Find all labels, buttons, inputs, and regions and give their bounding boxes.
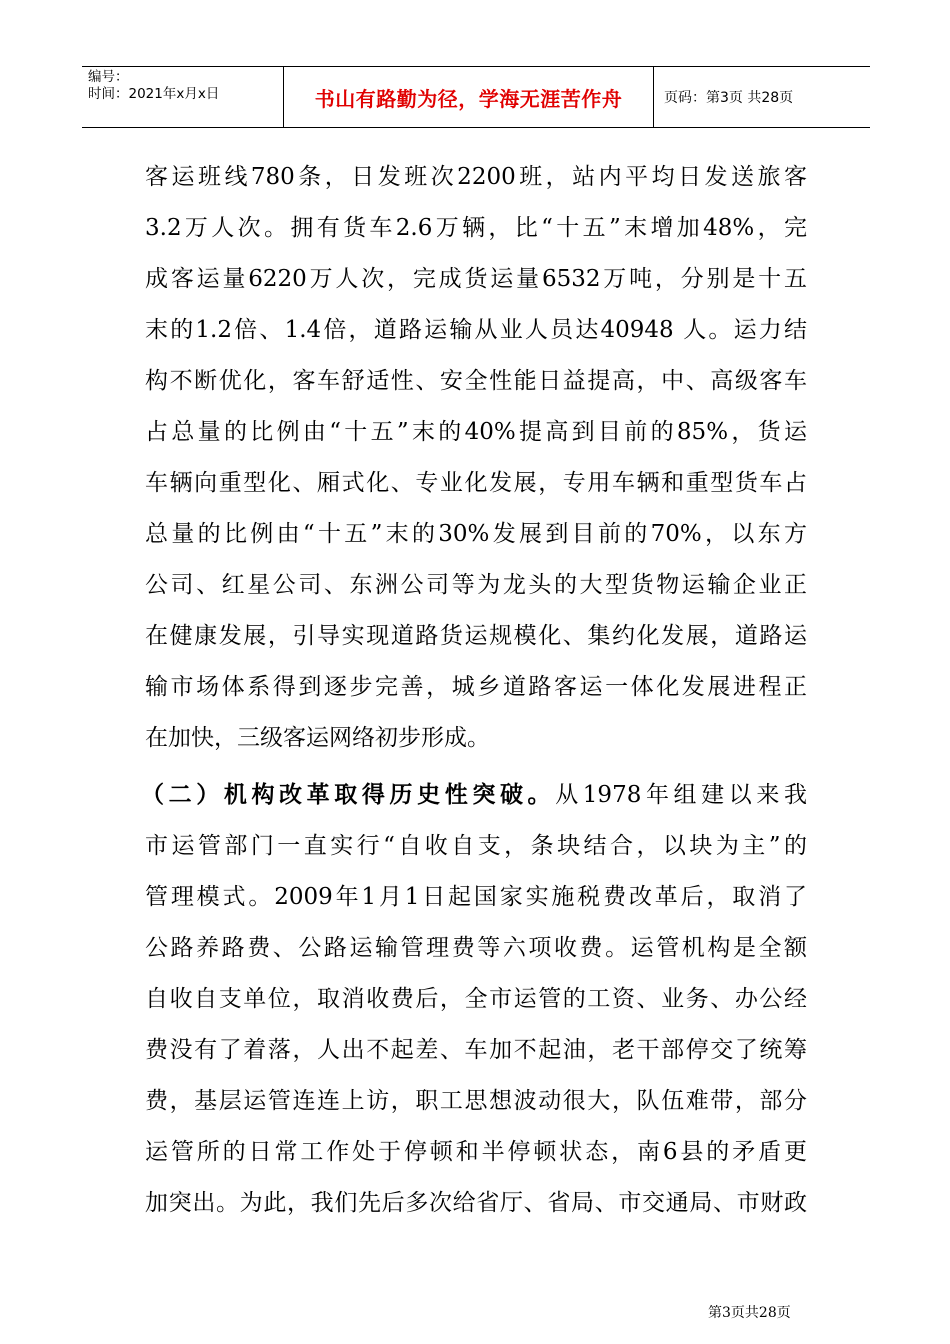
paragraph-line: 管理模式。2009年1月1日起国家实施税费改革后，取消了 — [145, 884, 807, 910]
paragraph-line: 3.2万人次。拥有货车2.6万辆，比“十五”末增加48%，完 — [145, 215, 807, 241]
paragraph-line: 在加快，三级客运网络初步形成。 — [145, 725, 490, 751]
section-first-line-rest: 从1978年组建以来我 — [555, 782, 808, 808]
paragraph-line: 自收自支单位，取消收费后，全市运管的工资、业务、办公经 — [145, 986, 807, 1012]
paragraph-line: 公路养路费、公路运输管理费等六项收费。运管机构是全额 — [145, 935, 807, 961]
paragraph-line: 成客运量6220万人次，完成货运量6532万吨，分别是十五 — [145, 266, 807, 292]
header-motto: 书山有路勤为径，学海无涯苦作舟 — [284, 67, 654, 127]
page-header — [82, 66, 870, 128]
paragraph-line: 客运班线780条，日发班次2200班，站内平均日发送旅客 — [145, 164, 807, 190]
section-first-line — [141, 770, 807, 821]
document-number-label: 编号： — [88, 69, 129, 85]
paragraph-line: 加突出。为此，我们先后多次给省厅、省局、市交通局、市财政 — [145, 1190, 807, 1216]
paragraph-line: 市运管部门一直实行“自收自支，条块结合，以块为主”的 — [145, 833, 807, 859]
paragraph-line: 输市场体系得到逐步完善，城乡道路客运一体化发展进程正 — [145, 674, 807, 700]
page-footer: 第3页共28页 — [708, 1305, 791, 1321]
paragraph-line: 车辆向重型化、厢式化、专业化发展，专用车辆和重型货车占 — [145, 470, 807, 496]
header-meta-cell — [82, 67, 284, 127]
paragraph-line: 费没有了着落，人出不起差、车加不起油，老干部停交了统筹 — [145, 1037, 807, 1063]
paragraph-line: 构不断优化，客车舒适性、安全性能日益提高，中、高级客车 — [145, 368, 807, 394]
paragraph-line: 公司、红星公司、东洲公司等为龙头的大型货物运输企业正 — [145, 572, 807, 598]
paragraph-line: 运管所的日常工作处于停顿和半停顿状态，南6县的矛盾更 — [145, 1139, 807, 1165]
header-page-code: 页码：第3页 共28页 — [664, 90, 794, 106]
body-text — [141, 152, 808, 1229]
paragraph-line: 末的1.2倍、1.4倍，道路运输从业人员达40948 人。运力结 — [145, 317, 807, 343]
document-time-label: 时间：2021年x月x日 — [88, 86, 220, 102]
paragraph-line: 总量的比例由“十五”末的30%发展到目前的70%，以东方 — [145, 521, 807, 547]
paragraph-line: 费，基层运管连连上访，职工思想波动很大，队伍难带，部分 — [145, 1088, 807, 1114]
paragraph-line: 占总量的比例由“十五”末的40%提高到目前的85%，货运 — [145, 419, 807, 445]
paragraph-line: 在健康发展，引导实现道路货运规模化、集约化发展，道路运 — [145, 623, 807, 649]
section-heading: （二）机构改革取得历史性突破。 — [141, 782, 556, 808]
